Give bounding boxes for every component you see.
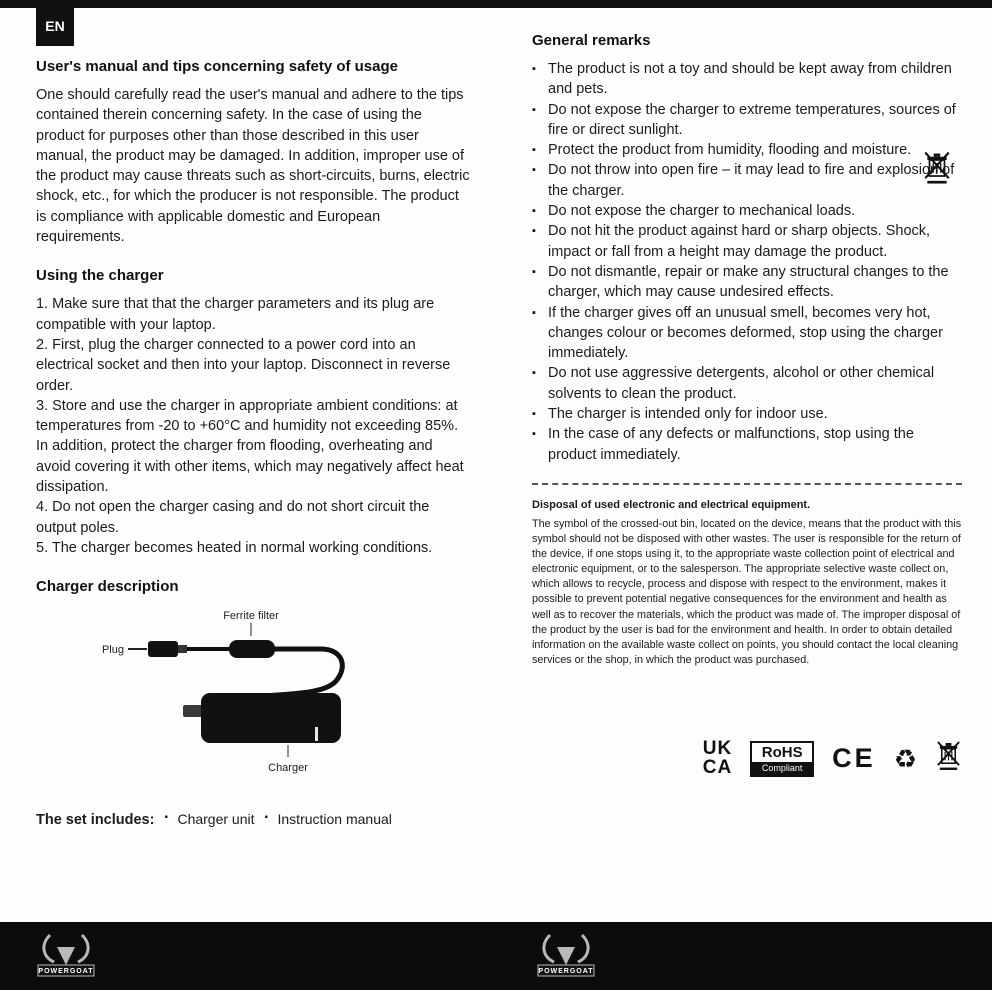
remark-item: ▪ Do not expose the charger to extreme temperatures, sources of fire or direct sunlight. [532,100,962,141]
section-heading-safety: User's manual and tips concerning safety of usage [36,58,398,75]
list-item: 1. Make sure that that the charger parameters and its plug are compatible with your laptop. [36,296,435,333]
remark-item: ▪ If the charger gives off an unusual smell, becomes very hot, changes colour or becomes deformed, stop using the charger immediately. [532,303,962,364]
list-item: 3. Store and use the charger in appropriate ambient conditions: at temperatures from -20 to +60°C and humidity not exceeding 85%. In addition, protect the charger from flooding, overheating and avoid covering it with other items, which may negatively affect heat dissipation. [36,397,464,496]
list-item: 2. First, plug the charger connected to a power cord into an electrical socket and then into your laptop. Disconnect in reverse order. [36,336,451,394]
ukca-mark [703,740,732,776]
powergoat-text: POWERGOAT [538,968,594,975]
section-heading-general-remarks: General remarks [532,32,651,49]
list-item: 5. The charger becomes heated in normal working conditions. [36,539,433,556]
language-badge: EN [36,6,74,46]
ferrite-filter-label: Ferrite filter [223,610,279,623]
powergoat-logo [534,929,598,988]
safety-paragraph: One should carefully read the user's manual and adhere to the tips contained therein concerning safety. In the case of using the product for purposes other than those described in this user manual, the product may be damaged. In addition, improper use of the product may cause threats such as short-circuits, burns, electric shock, etc., for which the producer is not responsible. The product is compliance with applicable domestic and European requirements. [36,87,470,246]
charger-diagram [36,605,470,785]
set-includes-item: ▪ Instruction manual [265,811,392,827]
list-item: 4. Do not open the charger casing and do not short circuit the output poles. [36,499,430,536]
footer-bar [0,922,992,990]
charger-body-shape [201,693,341,743]
remark-item: ▪ Do not throw into open fire – it may lead to fire and explosion of the charger. [532,160,962,201]
plug-label: Plug [101,644,124,657]
ce-mark: CE [832,743,876,774]
remark-item: ▪ Do not expose the charger to mechanical loads. [532,201,962,221]
top-border-bar [0,0,992,8]
section-heading-using: Using the charger [36,267,164,285]
dashed-divider [532,483,962,485]
remark-item: ▪ Do not use aggressive detergents, alcohol or other chemical solvents to clean the product. [532,363,962,404]
remark-item: ▪ Do not hit the product against hard or sharp objects. Shock, impact or fall from a height may damage the product. [532,221,962,262]
set-includes-row [36,811,470,828]
remark-item: ▪ Do not dismantle, repair or make any structural changes to the charger, which may cause undesired effects. [532,262,962,303]
crossed-out-bin-icon [935,740,962,777]
remark-item: ▪ In the case of any defects or malfunctions, stop using the product immediately. [532,424,962,465]
disposal-body: The symbol of the crossed-out bin, located on the device, means that the product with this symbol should not be disposed with other wastes. The user is responsible for the return of the device, if one stops using it, to the appropriate waste collection point of electrical and electronic equipment, or to the salesperson. The appropriate selective waste collect on, which allows to recycle, process and dispose with respect to the environment, makes it possible to prevent potential negative consequences for the environment and health as well as to recover the materials, which the product was made of. The improper disposal of the product by the user is bad for the environment and health. In order to obtain detailed information on the available waste collect on points, you should contact the local cleaning services or the shop, in which the product was purchased. [532,517,962,666]
disposal-heading: Disposal of used electronic and electrical equipment. [532,498,811,511]
remark-item: ▪ The charger is intended only for indoor use. [532,404,962,424]
compliance-marks-row [532,740,962,777]
powergoat-logo [34,929,98,988]
powergoat-text: POWERGOAT [38,968,94,975]
using-charger-list [36,294,470,558]
rohs-top-text: RoHS [761,743,803,761]
remark-item: ▪ The product is not a toy and should be kept away from children and pets. [532,59,962,100]
ferrite-filter-shape [229,640,275,658]
rohs-mark [750,741,814,777]
recycle-icon: ♻ [893,743,917,774]
rohs-bottom-text: Compliant [752,762,812,775]
section-heading-description: Charger description [36,578,179,596]
set-includes-label: The set includes: [36,812,155,829]
ukca-top-text: UK [702,738,733,760]
ukca-bottom-text: CA [702,756,733,778]
plug-shape [148,641,178,657]
set-includes-item: ▪ Charger unit [164,811,254,827]
left-column [36,58,470,828]
charger-diagram-illustration [36,605,456,780]
remark-item: ▪ Protect the product from humidity, flooding and moisture. [532,140,962,160]
charger-label: Charger [268,762,308,775]
right-column [532,32,962,777]
general-remarks-list [532,59,962,465]
